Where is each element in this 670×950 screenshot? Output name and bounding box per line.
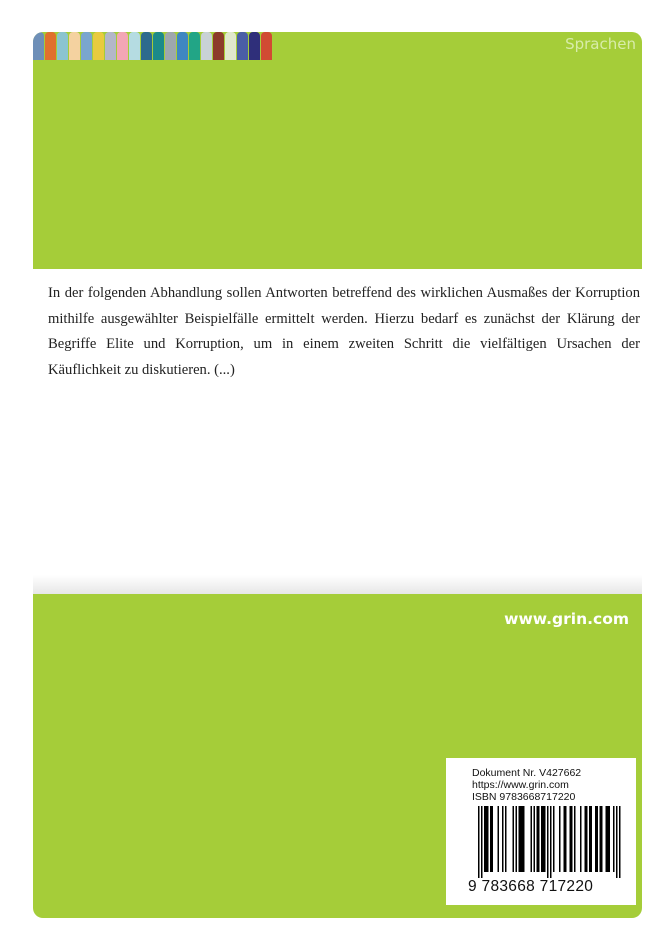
cover-top-panel <box>33 32 642 269</box>
color-tab <box>177 32 188 60</box>
barcode-bar <box>478 806 480 878</box>
barcode-bar <box>538 806 540 872</box>
barcode-bar <box>591 806 593 872</box>
barcode-bar <box>613 806 615 872</box>
color-tab <box>129 32 140 60</box>
barcode-bar <box>574 806 576 872</box>
barcode-bar <box>601 806 603 872</box>
color-tab <box>93 32 104 60</box>
barcode-bar <box>481 806 483 878</box>
color-tab <box>69 32 80 60</box>
barcode-bar <box>600 806 602 872</box>
color-tab <box>213 32 224 60</box>
barcode-bar <box>609 806 611 872</box>
barcode-box <box>446 758 636 905</box>
website-text: https://www.grin.com <box>472 779 569 791</box>
barcode-bar <box>505 806 507 872</box>
barcode-bar <box>523 806 525 872</box>
color-tab <box>45 32 56 60</box>
barcode-bar <box>492 806 494 872</box>
color-tab <box>57 32 68 60</box>
color-tab <box>237 32 248 60</box>
barcode-bar <box>564 806 566 872</box>
color-tab <box>81 32 92 60</box>
barcode-bar <box>487 806 489 872</box>
barcode-bar <box>616 806 618 878</box>
color-tab-strip <box>33 32 273 60</box>
barcode-bar <box>589 806 591 872</box>
barcode-bar <box>513 806 515 872</box>
color-tab <box>105 32 116 60</box>
color-tab <box>201 32 212 60</box>
barcode-bar <box>565 806 567 872</box>
publisher-url[interactable]: www.grin.com <box>504 610 629 628</box>
color-tab <box>189 32 200 60</box>
barcode-bar <box>534 806 536 872</box>
color-tab <box>261 32 272 60</box>
barcode-bar <box>585 806 587 872</box>
barcode-bar <box>522 806 524 872</box>
barcode-bar <box>547 806 549 878</box>
barcode-bar <box>531 806 533 872</box>
barcode-bar <box>559 806 561 872</box>
barcode-bar <box>619 806 621 878</box>
barcode-bar <box>543 806 545 872</box>
barcode-bar <box>498 806 500 872</box>
barcode-bar <box>606 806 608 872</box>
barcode-bar <box>597 806 599 872</box>
barcode-bar <box>519 806 521 872</box>
color-tab <box>33 32 44 60</box>
barcode-bar <box>520 806 522 872</box>
barcode-bar <box>550 806 552 878</box>
book-description: In der folgenden Abhandlung sollen Antworten betreffend des wirklichen Ausmaßes der Korruption mithilfe ausgewählter Beispielfälle ermittelt werden. Hierzu bedarf es zunächst der Klärung der Begriffe Elite und Korruption, um in einem zweiten Schritt die vielfältigen Ursachen der Käuflichkeit zu diskutieren. (...) <box>48 285 640 378</box>
barcode-bar <box>486 806 488 872</box>
category-label: Sprachen <box>565 35 636 53</box>
document-number: Dokument Nr. V427662 <box>472 767 582 779</box>
barcode-bar <box>541 806 543 872</box>
barcode-bar <box>570 806 572 872</box>
barcode-bar <box>484 806 486 872</box>
color-tab <box>141 32 152 60</box>
barcode-bar <box>571 806 573 872</box>
color-tab <box>165 32 176 60</box>
isbn-text: ISBN 9783668717220 <box>472 791 576 803</box>
barcode-bar <box>502 806 504 872</box>
color-tab <box>249 32 260 60</box>
color-tab <box>117 32 128 60</box>
barcode-bar <box>580 806 582 872</box>
color-tab <box>225 32 236 60</box>
barcode-digits: 9 783668 717220 <box>468 878 594 895</box>
barcode-bar <box>537 806 539 872</box>
barcode-bar <box>595 806 597 872</box>
barcode-bar <box>553 806 555 872</box>
barcode-bar <box>490 806 492 872</box>
barcode-image <box>478 806 628 878</box>
barcode-bar <box>586 806 588 872</box>
barcode-bar <box>516 806 518 872</box>
barcode-bar <box>544 806 546 872</box>
color-tab <box>153 32 164 60</box>
barcode-bar <box>607 806 609 872</box>
